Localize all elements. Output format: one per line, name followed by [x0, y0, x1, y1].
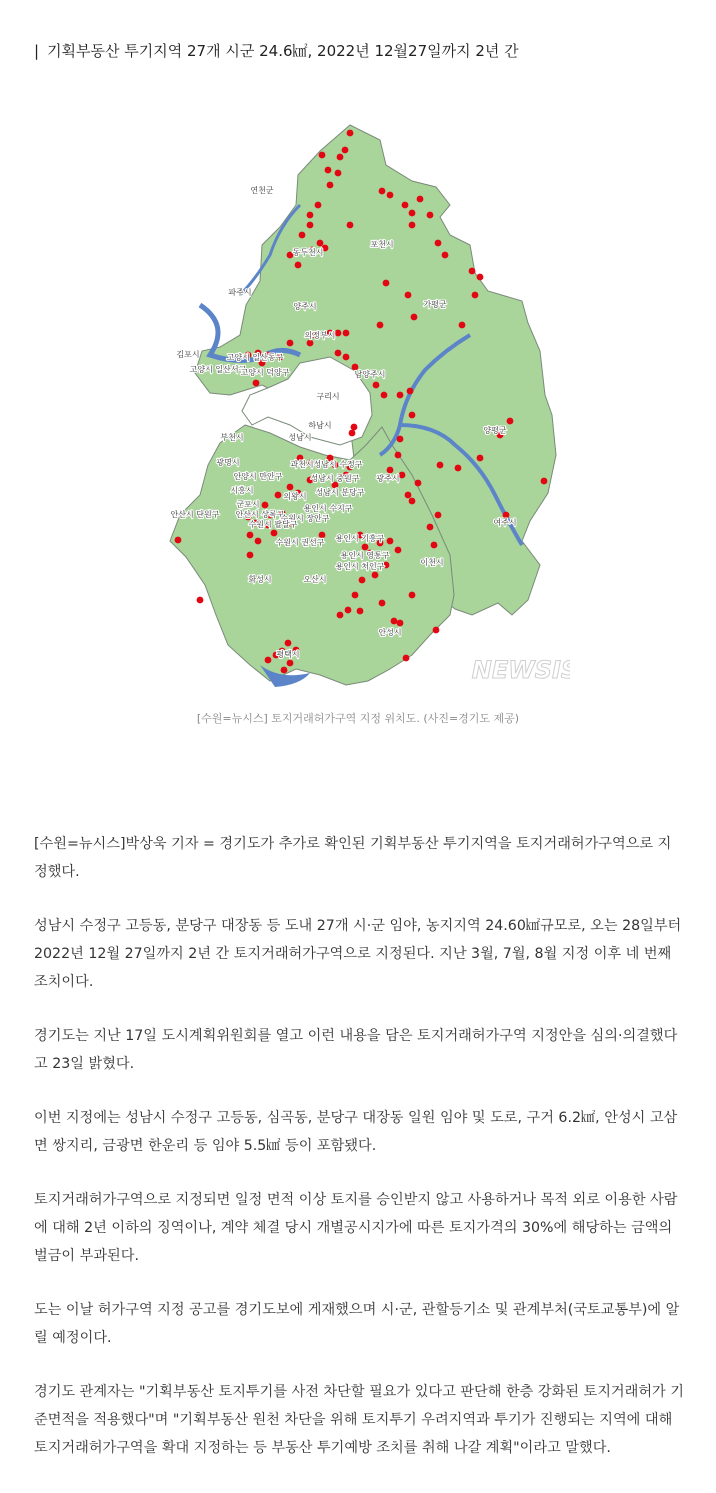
article-paragraph: 경기도 관계자는 "기획부동산 토지투기를 사전 차단할 필요가 있다고 판단해 한층 강화된 토지거래허가 기준면적을 적용했다"며 "기획부동산 원천 차단을 위해 토지투기 우려지역과 투기가 진행되는 지역에 대해 토지거래허가구역을 확대 지정하는 등 부동산 투기예방 조치를 취해 나갈 계획"이라고 말했다. [34, 1384, 684, 1456]
zone-dot [262, 502, 269, 509]
zone-dot [335, 330, 342, 337]
map-district-label: 가평군 [423, 300, 447, 309]
zone-dot [417, 196, 424, 203]
map-district-label: 고양시 일산서구 [189, 365, 247, 374]
map-district-label: 수원시 팔달구 [248, 520, 298, 529]
zone-dot [337, 612, 344, 619]
zone-dot [477, 274, 484, 281]
map-district-label: 용인시 처인구 [335, 562, 385, 571]
zone-dot [281, 667, 288, 674]
article-body [34, 830, 684, 1488]
zone-dot [391, 618, 398, 625]
zone-dot [287, 340, 294, 347]
zone-dot [265, 657, 272, 664]
zone-dot [455, 465, 462, 472]
zone-dot [472, 292, 479, 299]
zone-dot [427, 524, 434, 531]
zone-dot [409, 222, 416, 229]
zone-dot [405, 292, 412, 299]
zone-dot [459, 322, 466, 329]
map-district-label: 양평군 [483, 426, 507, 435]
article-headline [34, 40, 519, 61]
map-district-label: 성남시 중원구 [310, 474, 360, 483]
zone-dot [397, 436, 404, 443]
map-district-label: 양주시 [293, 302, 317, 311]
zone-dot [379, 600, 386, 607]
zone-dot [372, 572, 379, 579]
zone-dot [347, 222, 354, 229]
zone-dot [247, 552, 254, 559]
zone-dot [307, 212, 314, 219]
map-district-label: 여주시 [493, 518, 517, 527]
land-permit-zone-map [150, 95, 570, 700]
map-district-label: 용인시 수지구 [303, 504, 353, 513]
map-district-label: 광주시 [376, 474, 400, 483]
map-district-label: 과천시 [290, 460, 314, 469]
zone-dot [255, 538, 262, 545]
zone-dot [397, 392, 404, 399]
zone-dot [415, 480, 422, 487]
map-district-label: 안산시 상록구 [235, 510, 285, 519]
map-district-label: 수원시 장안구 [280, 514, 330, 523]
zone-dot [325, 167, 332, 174]
zone-dot [253, 380, 260, 387]
map-district-label: 수원시 권선구 [275, 538, 325, 547]
zone-dot [247, 532, 254, 539]
article-paragraph: 성남시 수정구 고등동, 분당구 대장동 등 도내 27개 시·군 임야, 농지지역 24.60㎢규모로, 오는 28일부터 2022년 12월 27일까지 2년 간 토지거래허가구역으로 지정된다. 지난 3월, 7월, 8월 지정 이후 네 번째 조치이다. [34, 918, 682, 990]
gyeonggi-map-svg [150, 95, 570, 700]
map-district-label: 군포시 [236, 500, 260, 509]
zone-dot [407, 388, 414, 395]
zone-dot [295, 262, 302, 269]
zone-dot [287, 660, 294, 667]
map-district-label: 이천시 [420, 558, 444, 567]
zone-dot [175, 537, 182, 544]
zone-dot [307, 222, 314, 229]
zone-dot [409, 592, 416, 599]
zone-dot [327, 182, 334, 189]
zone-dot [343, 354, 350, 361]
photo-caption: [수원=뉴시스] 토지거래허가구역 지정 위치도. (사진=경기도 제공) [196, 712, 520, 725]
map-district-label: 의왕시 [283, 492, 307, 501]
map-district-label: 부천시 [220, 433, 244, 442]
map-district-label: 고양시 일산동구 [226, 353, 284, 362]
zone-dot [442, 252, 449, 259]
zone-dot [395, 452, 402, 459]
map-district-label: 화성시 [248, 575, 272, 584]
map-district-label: 연천군 [250, 186, 274, 195]
zone-dot [431, 542, 438, 549]
zone-dot [335, 350, 342, 357]
zone-dot [197, 597, 204, 604]
zone-dot [307, 340, 314, 347]
headline-text: 기획부동산 투기지역 27개 시군 24.6㎢, 2022년 12월27일까지 2년 간 [47, 42, 519, 60]
map-district-label: 성남시 수정구 [313, 460, 363, 469]
zone-dot [383, 280, 390, 287]
zone-dot [317, 240, 324, 247]
zone-dot [409, 210, 416, 217]
map-district-label: 오산시 [303, 575, 327, 584]
zone-dot [402, 202, 409, 209]
zone-dot [387, 467, 394, 474]
zone-dot [437, 462, 444, 469]
zone-dot [319, 152, 326, 159]
zone-dot [315, 202, 322, 209]
zone-dot [381, 392, 388, 399]
article-paragraph: [수원=뉴시스]박상욱 기자 = 경기도가 추가로 확인된 기획부동산 투기지역을 토지거래허가구역으로 지정했다. [34, 836, 672, 880]
zone-dot [352, 592, 359, 599]
map-district-label: 용인시 영통구 [340, 551, 390, 560]
zone-dot [345, 607, 352, 614]
zone-dot [343, 330, 350, 337]
zone-dot [477, 455, 484, 462]
map-district-label: 남양주시 [354, 370, 386, 379]
zone-dot [377, 322, 384, 329]
map-district-label: 평택시 [276, 650, 300, 659]
zone-dot [397, 620, 404, 627]
article-paragraph: 경기도는 지난 17일 도시계획위원회를 열고 이런 내용을 담은 토지거래허가구역 지정안을 심의·의결했다고 23일 밝혔다. [34, 1028, 678, 1072]
zone-dot [337, 154, 344, 161]
zone-dot [299, 232, 306, 239]
zone-dot [399, 472, 406, 479]
zone-dot [357, 608, 364, 615]
zone-dot [507, 418, 514, 425]
zone-dot [435, 240, 442, 247]
zone-dot [285, 640, 292, 647]
map-district-label: 구리시 [316, 392, 340, 401]
zone-dot [271, 530, 278, 537]
zone-dot [541, 478, 548, 485]
zone-dot [409, 412, 416, 419]
zone-dot [287, 484, 294, 491]
map-district-label: 용인시 기흥구 [335, 534, 385, 543]
zone-dot [409, 498, 416, 505]
map-district-label: 안성시 [378, 628, 402, 637]
zone-dot [349, 430, 356, 437]
zone-dot [351, 424, 358, 431]
map-district-label: 성남시 분당구 [315, 488, 365, 497]
map-district-label: 광명시 [216, 458, 240, 467]
article-paragraph: 도는 이날 허가구역 지정 공고를 경기도보에 게재했으며 시·군, 관할등기소 및 관계부처(국토교통부)에 알릴 예정이다. [34, 1302, 680, 1346]
zone-dot [405, 492, 412, 499]
zone-dot [411, 314, 418, 321]
map-district-label: 고양시 덕양구 [240, 368, 290, 377]
zone-dot [395, 547, 402, 554]
map-district-label: 김포시 [176, 350, 200, 359]
zone-dot [379, 188, 386, 195]
zone-dot [373, 382, 380, 389]
map-district-label: 하남시 [308, 421, 332, 430]
map-district-label: 안양시 만안구 [233, 472, 283, 481]
zone-dot [347, 130, 354, 137]
map-district-label: 의정부시 [304, 331, 336, 340]
map-district-label: 시흥시 [230, 486, 254, 495]
map-district-label: 성남시 [288, 433, 312, 442]
zone-dot [335, 170, 342, 177]
map-district-label: 포천시 [370, 240, 394, 249]
zone-dot [387, 538, 394, 545]
article-paragraph: 이번 지정에는 성남시 수정구 고등동, 심곡동, 분당구 대장동 일원 임야 및 도로, 구거 6.2㎢, 안성시 고삼면 쌍지리, 금광면 한운리 등 임야 5.5㎢ 등이 포함됐다. [34, 1110, 678, 1154]
map-district-label: 파주시 [228, 288, 252, 297]
zone-dot [433, 627, 440, 634]
zone-dot [435, 512, 442, 519]
map-district-label: 안산시 단원구 [170, 510, 220, 519]
article-paragraph: 토지거래허가구역으로 지정되면 일정 면적 이상 토지를 승인받지 않고 사용하거나 목적 외로 이용한 사람에 대해 2년 이하의 징역이나, 계약 체결 당시 개별공시지가에 따른 토지가격의 30%에 해당하는 금액의 벌금이 부과된다. [34, 1192, 678, 1264]
zone-dot [359, 577, 366, 584]
zone-dot [427, 212, 434, 219]
newsis-watermark: NEWSIS [471, 656, 570, 684]
zone-dot [387, 192, 394, 199]
map-district-label: 동두천시 [292, 248, 324, 257]
zone-dot [275, 492, 282, 499]
zone-dot [403, 655, 410, 662]
zone-dot [469, 268, 476, 275]
zone-dot [362, 544, 369, 551]
zone-dot [342, 147, 349, 154]
headline-marker: | [34, 42, 40, 60]
